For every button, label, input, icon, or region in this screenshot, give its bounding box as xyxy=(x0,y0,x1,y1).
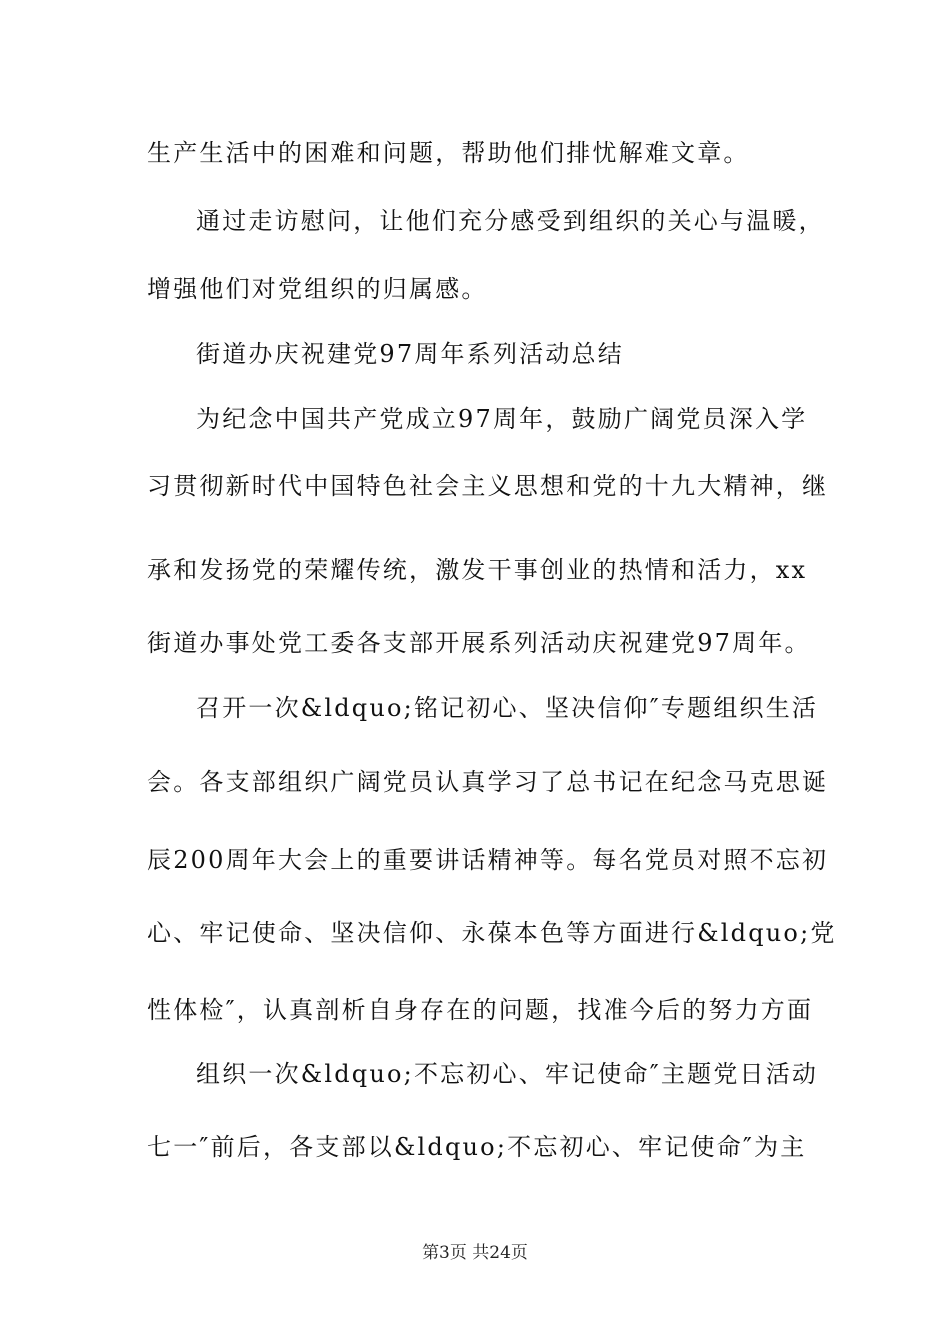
section-heading: 街道办庆祝建党97周年系列活动总结 xyxy=(196,340,624,368)
body-text-line: 辰200周年大会上的重要讲话精神等。每名党员对照不忘初 xyxy=(147,846,829,874)
body-text-line: 生产生活中的困难和问题，帮助他们排忧解难文章。 xyxy=(147,139,750,167)
body-text-line: 组织一次&ldquo;不忘初心、牢记使命″主题党日活动 xyxy=(196,1060,819,1088)
page-number-footer: 第3页 共24页 xyxy=(422,1243,528,1263)
body-text-line: 性体检″，认真剖析自身存在的问题，找准今后的努力方面 xyxy=(147,996,814,1024)
body-text-line: 召开一次&ldquo;铭记初心、坚决信仰″专题组织生活 xyxy=(196,694,819,722)
body-text-line: 习贯彻新时代中国特色社会主义思想和党的十九大精神，继 xyxy=(147,472,829,500)
body-text-line: 心、牢记使命、坚决信仰、永葆本色等方面进行&ldquo;党 xyxy=(147,919,837,947)
body-text-line: 承和发扬党的荣耀传统，激发干事创业的热情和活力，xx xyxy=(147,556,808,584)
body-text-line: 七一″前后，各支部以&ldquo;不忘初心、牢记使命″为主 xyxy=(147,1133,807,1161)
body-text-line: 会。各支部组织广阔党员认真学习了总书记在纪念马克思诞 xyxy=(147,768,829,796)
body-text-line: 为纪念中国共产党成立97周年，鼓励广阔党员深入学 xyxy=(196,405,808,433)
body-text-line: 通过走访慰问，让他们充分感受到组织的关心与温暖， xyxy=(196,207,825,235)
body-text-line: 增强他们对党组织的归属感。 xyxy=(147,275,488,303)
body-text-line: 街道办事处党工委各支部开展系列活动庆祝建党97周年。 xyxy=(147,629,811,657)
